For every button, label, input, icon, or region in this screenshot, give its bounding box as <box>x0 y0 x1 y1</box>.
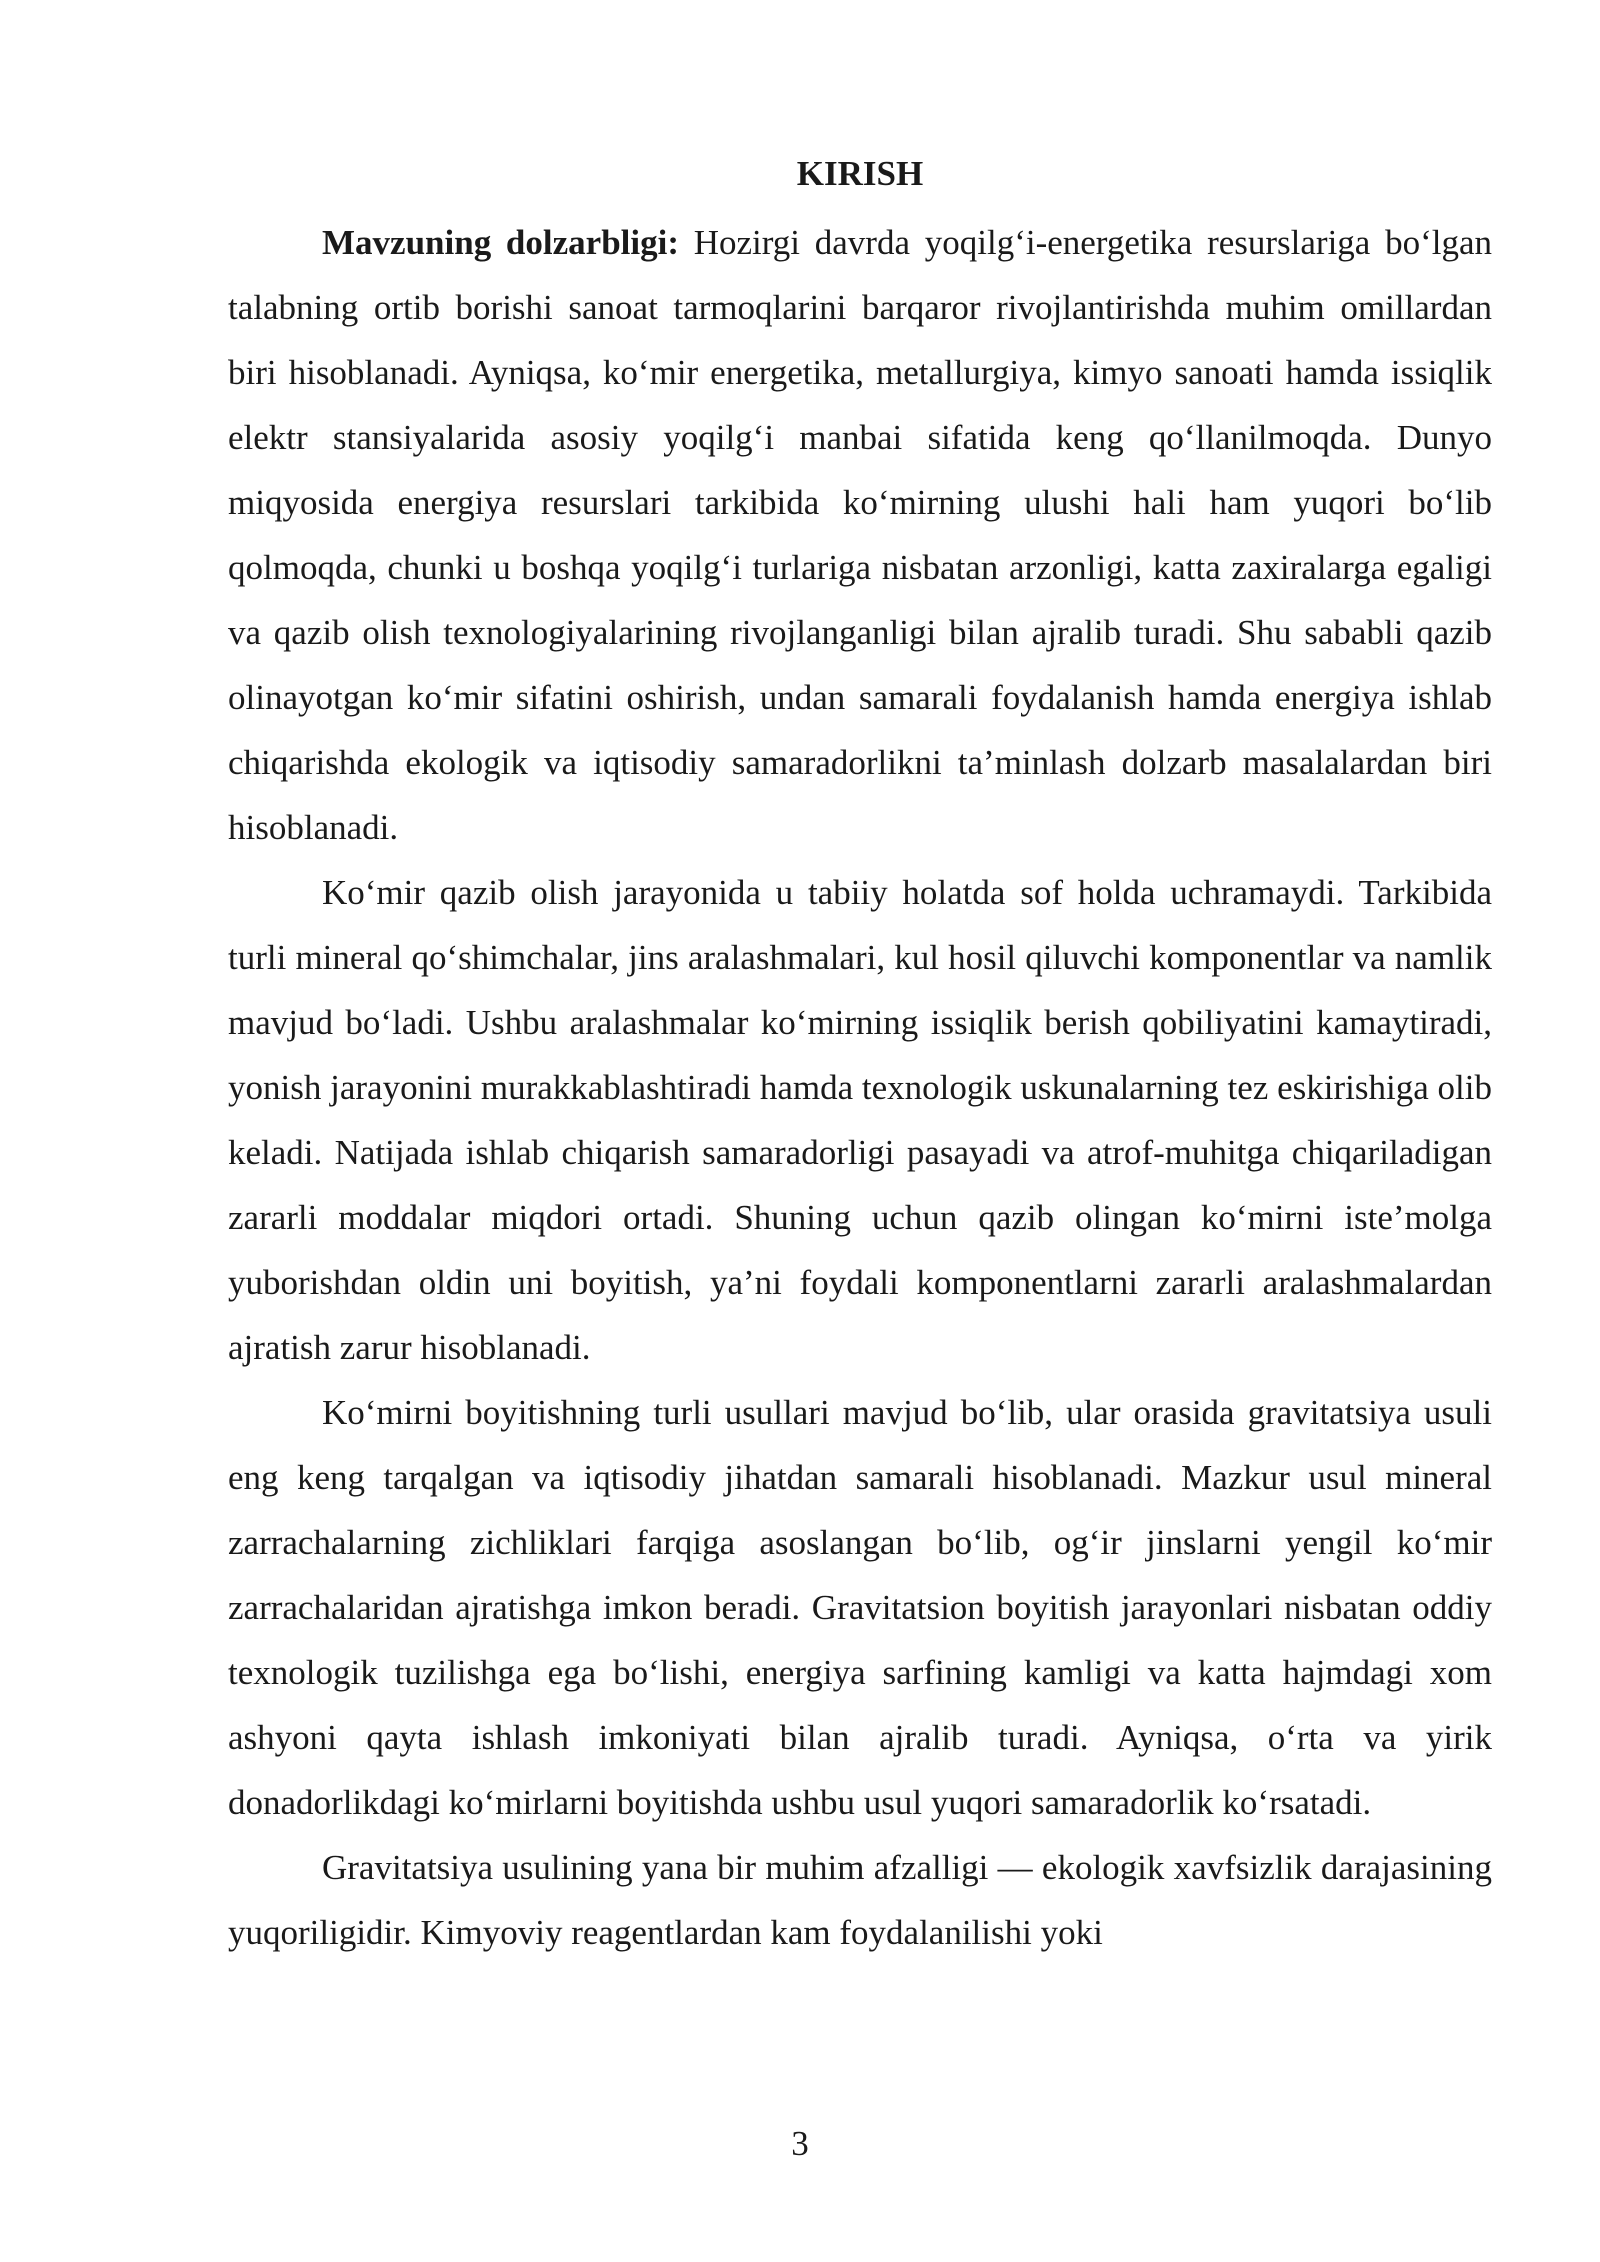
paragraph-text: Ko‘mir qazib olish jarayonida u tabiiy holatda sof holda uchramaydi. Tarkibida turli mineral qo‘shimchalar, jins aralashmalari, kul hosil qiluvchi komponentlar va namlik mavjud bo‘ladi. Ushbu aralashmalar ko‘mirning issiqlik berish qobiliyatini kamaytiradi, yonish jarayonini murakkablashtiradi hamda texnologik uskunalarning tez eskirishiga olib keladi. Natijada ishlab chiqarish samaradorligi pasayadi va atrof-muhitga chiqariladigan zararli moddalar miqdori ortadi. Shuning uchun qazib olingan ko‘mirni iste’molga yuborishdan oldin uni boyitish, ya’ni foydali komponentlarni zararli aralashmalardan ajratish zarur hisoblanadi. <box>228 873 1492 1367</box>
paragraph-text: Hozirgi davrda yoqilg‘i-energetika resurslariga bo‘lgan talabning ortib borishi sanoat tarmoqlarini barqaror rivojlantirishda muhim omillardan biri hisoblanadi. Ayniqsa, ko‘mir energetika, metallurgiya, kimyo sanoati hamda issiqlik elektr stansiyalarida asosiy yoqilg‘i manbai sifatida keng qo‘llanilmoqda. Dunyo miqyosida energiya resurslari tarkibida ko‘mirning ulushi hali ham yuqori bo‘lib qolmoqda, chunki u boshqa yoqilg‘i turlariga nisbatan arzonligi, katta zaxiralarga egaligi va qazib olish texnologiyalarining rivojlanganligi bilan ajralib turadi. Shu sababli qazib olinayotgan ko‘mir sifatini oshirish, undan samarali foydalanish hamda energiya ishlab chiqarishda ekologik va iqtisodiy samaradorlikni ta’minlash dolzarb masalalardan biri hisoblanadi. <box>228 223 1492 847</box>
paragraph-lead: Mavzuning dolzarbligi: <box>322 223 679 262</box>
paragraph-text: Ko‘mirni boyitishning turli usullari mavjud bo‘lib, ular orasida gravitatsiya usuli eng keng tarqalgan va iqtisodiy jihatdan samarali hisoblanadi. Mazkur usul mineral zarrachalarning zichliklari farqiga asoslangan bo‘lib, og‘ir jinslarni yengil ko‘mir zarrachalaridan ajratishga imkon beradi. Gravitatsion boyitish jarayonlari nisbatan oddiy texnologik tuzilishga ega bo‘lishi, energiya sarfining kamligi va katta hajmdagi xom ashyoni qayta ishlash imkoniyati bilan ajralib turadi. Ayniqsa, o‘rta va yirik donadorlikdagi ko‘mirlarni boyitishda ushbu usul yuqori samaradorlik ko‘rsatadi. <box>228 1393 1492 1822</box>
paragraph-gravity-method <box>228 1380 1492 1835</box>
page-number: 3 <box>791 2124 809 2163</box>
paragraph-text: Gravitatsiya usulining yana bir muhim afzalligi — ekologik xavfsizlik darajasining yuqoriligidir. Kimyoviy reagentlardan kam foydalanilishi yoki <box>228 1848 1492 1952</box>
body-text <box>228 210 1492 1965</box>
paragraph-ecological-advantage <box>228 1835 1492 1965</box>
paragraph-coal-impurities <box>228 860 1492 1380</box>
paragraph-relevance <box>228 210 1492 860</box>
section-heading: KIRISH <box>796 154 924 193</box>
